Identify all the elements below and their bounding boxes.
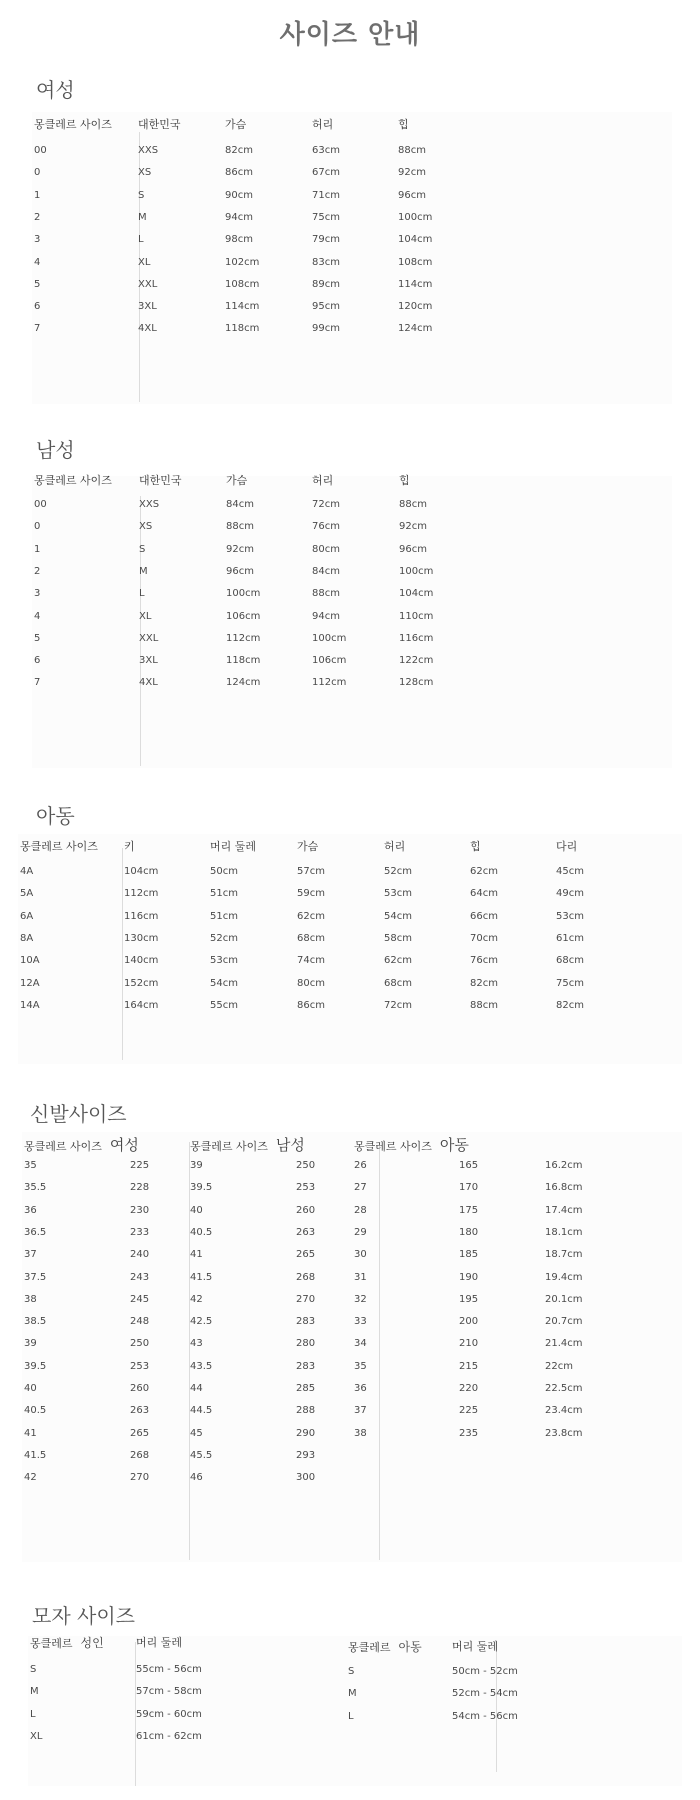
table-cell: 190 — [459, 1271, 479, 1283]
table-cell: 22cm — [545, 1360, 573, 1372]
table-cell: 49cm — [556, 888, 584, 900]
table-cell: XXS — [138, 145, 159, 156]
table-cell: 283 — [296, 1360, 316, 1372]
table-cell: 263 — [296, 1226, 316, 1238]
table-cell: 96cm — [399, 543, 427, 555]
table-cell: 5 — [34, 632, 41, 644]
table-cell: 14A — [20, 999, 40, 1011]
table-cell: 40.5 — [24, 1405, 47, 1417]
table-cell: 59cm - 60cm — [136, 1708, 202, 1720]
table-cell: 36 — [354, 1383, 367, 1394]
table-cell: 2 — [34, 565, 41, 577]
table-cell: 42 — [190, 1293, 203, 1305]
table-cell: 248 — [130, 1316, 150, 1328]
kids-size-table — [18, 834, 682, 1064]
table-cell: 0 — [34, 167, 41, 179]
table-cell: 18.1cm — [545, 1226, 583, 1238]
table-cell: 16.2cm — [545, 1160, 583, 1171]
shoe-size-table — [22, 1132, 682, 1562]
table-cell: 96cm — [398, 189, 426, 201]
table-cell: XL — [138, 256, 151, 268]
table-cell: 61cm — [556, 932, 584, 944]
table-cell: 23.8cm — [545, 1427, 583, 1439]
table-cell: 104cm — [398, 234, 433, 246]
table-cell: 106cm — [226, 610, 261, 622]
shoe-group-header: 몽클레르 사이즈 아동 — [354, 1136, 469, 1154]
table-cell: 164cm — [124, 999, 159, 1011]
table-cell: 52cm — [384, 866, 412, 877]
table-cell: 72cm — [312, 499, 340, 510]
table-cell: 250 — [130, 1338, 150, 1350]
table-cell: 265 — [296, 1249, 316, 1261]
table-cell: 1 — [34, 543, 41, 555]
hat-size-table — [28, 1636, 682, 1786]
table-cell: 98cm — [225, 234, 253, 246]
table-cell: 51cm — [210, 910, 238, 922]
table-cell: 27 — [354, 1182, 367, 1194]
column-header: 머리 둘레 — [136, 1636, 183, 1649]
table-cell: 3XL — [138, 301, 157, 313]
column-header: 머리 둘레 — [210, 840, 257, 853]
table-cell: XS — [138, 167, 152, 179]
column-header: 다리 — [556, 840, 578, 853]
table-cell: XS — [139, 521, 153, 533]
table-cell: 100cm — [226, 588, 261, 600]
table-cell: 37.5 — [24, 1271, 47, 1283]
table-cell: 94cm — [225, 211, 253, 223]
table-cell: 34 — [354, 1338, 367, 1350]
table-cell: 50cm - 52cm — [452, 1666, 518, 1677]
table-cell: 100cm — [312, 632, 347, 644]
table-cell: 30 — [354, 1249, 367, 1261]
table-cell: 12A — [20, 977, 40, 989]
table-cell: 5A — [20, 888, 34, 900]
table-cell: 83cm — [312, 256, 340, 268]
table-cell: 26 — [354, 1160, 367, 1171]
table-cell: 62cm — [470, 866, 498, 877]
table-cell: 130cm — [124, 932, 159, 944]
table-cell: 40 — [24, 1383, 37, 1394]
table-cell: 6A — [20, 910, 34, 922]
table-cell: 300 — [296, 1472, 316, 1484]
column-header: 머리 둘레 — [452, 1640, 499, 1653]
table-cell: 38 — [354, 1427, 367, 1439]
table-cell: 53cm — [210, 955, 238, 967]
table-cell: 89cm — [312, 278, 340, 290]
table-cell: L — [348, 1710, 354, 1722]
table-cell: 66cm — [470, 910, 498, 922]
table-cell: XXS — [139, 499, 160, 510]
table-cell: 43.5 — [190, 1360, 213, 1372]
column-divider — [496, 1642, 497, 1772]
table-cell: 260 — [296, 1204, 316, 1216]
column-divider — [122, 848, 123, 1060]
column-header: 힙 — [398, 118, 409, 131]
table-cell: S — [348, 1666, 355, 1677]
shoe-group-header: 몽클레르 사이즈 여성 — [24, 1136, 139, 1154]
table-cell: 280 — [296, 1338, 316, 1350]
table-cell: 84cm — [226, 499, 254, 510]
column-header: 허리 — [312, 118, 334, 131]
table-cell: 44.5 — [190, 1405, 213, 1417]
table-cell: 112cm — [226, 632, 261, 644]
table-cell: 90cm — [225, 189, 253, 201]
table-cell: 84cm — [312, 565, 340, 577]
column-header: 몽클레르 사이즈 — [20, 840, 98, 853]
table-cell: 76cm — [312, 521, 340, 533]
table-cell: 37 — [354, 1405, 367, 1417]
table-cell: 75cm — [312, 211, 340, 223]
table-cell: 54cm — [210, 977, 238, 989]
table-cell: 112cm — [124, 888, 159, 900]
column-header: 허리 — [384, 840, 406, 853]
table-cell: 35.5 — [24, 1182, 47, 1194]
table-cell: 58cm — [384, 932, 412, 944]
column-header: 가슴 — [226, 474, 248, 487]
women-size-table — [32, 112, 672, 404]
table-cell: 118cm — [225, 323, 260, 335]
table-cell: 62cm — [384, 955, 412, 967]
table-cell: 00 — [34, 499, 47, 510]
table-cell: 20.1cm — [545, 1293, 583, 1305]
table-cell: 17.4cm — [545, 1204, 583, 1216]
table-cell: 92cm — [226, 543, 254, 555]
table-cell: 245 — [130, 1293, 150, 1305]
table-cell: 42.5 — [190, 1316, 213, 1328]
table-cell: 283 — [296, 1316, 316, 1328]
table-cell: 63cm — [312, 145, 340, 156]
table-cell: 41.5 — [24, 1449, 47, 1461]
table-cell: 21.4cm — [545, 1338, 583, 1350]
column-divider — [379, 1142, 380, 1560]
table-cell: 6 — [34, 655, 41, 667]
women-section-title: 여성 — [36, 78, 75, 102]
table-cell: 18.7cm — [545, 1249, 583, 1261]
table-cell: 39.5 — [24, 1360, 47, 1372]
column-header: 키 — [124, 840, 135, 853]
table-cell: 53cm — [384, 888, 412, 900]
kids-section-title: 아동 — [36, 804, 75, 828]
table-cell: 57cm - 58cm — [136, 1686, 202, 1698]
shoe-group-label: 여성 — [109, 1136, 139, 1154]
table-cell: 185 — [459, 1249, 479, 1261]
table-cell: 39 — [190, 1160, 203, 1171]
table-cell: 165 — [459, 1160, 479, 1171]
table-cell: 260 — [130, 1383, 150, 1394]
shoes-section-title: 신발사이즈 — [30, 1102, 127, 1126]
table-cell: 42 — [24, 1472, 37, 1484]
table-cell: 228 — [130, 1182, 150, 1194]
table-cell: 100cm — [398, 211, 433, 223]
table-cell: XXL — [138, 278, 158, 290]
hats-section-title: 모자 사이즈 — [32, 1604, 135, 1628]
table-cell: 240 — [130, 1249, 150, 1261]
shoe-group-label: 아동 — [439, 1136, 469, 1154]
table-cell: XXL — [139, 632, 159, 644]
table-cell: 44 — [190, 1383, 203, 1394]
table-cell: 4 — [34, 256, 41, 268]
shoe-group-header: 몽클레르 사이즈 남성 — [190, 1136, 305, 1154]
table-cell: 41 — [24, 1427, 37, 1439]
column-header: 힙 — [399, 474, 410, 487]
table-cell: 51cm — [210, 888, 238, 900]
table-cell: 102cm — [225, 256, 260, 268]
table-cell: M — [348, 1688, 357, 1700]
table-cell: 293 — [296, 1449, 316, 1461]
table-cell: 62cm — [297, 910, 325, 922]
table-cell: 71cm — [312, 189, 340, 201]
column-header: 가슴 — [297, 840, 319, 853]
column-header: 대한민국 — [139, 474, 182, 487]
table-cell: 116cm — [399, 632, 434, 644]
table-cell: 35 — [354, 1360, 367, 1372]
table-cell: 120cm — [398, 301, 433, 313]
table-cell: 00 — [34, 145, 47, 156]
table-cell: XL — [30, 1730, 43, 1742]
column-header: 몽클레르 사이즈 — [34, 118, 112, 131]
table-cell: 36.5 — [24, 1226, 47, 1238]
table-cell: 38.5 — [24, 1316, 47, 1328]
table-cell: L — [30, 1708, 36, 1720]
table-cell: 39 — [24, 1338, 37, 1350]
table-cell: 1 — [34, 189, 41, 201]
table-cell: 23.4cm — [545, 1405, 583, 1417]
table-cell: 5 — [34, 278, 41, 290]
table-cell: 175 — [459, 1204, 479, 1216]
table-cell: 28 — [354, 1204, 367, 1216]
table-cell: 7 — [34, 677, 41, 689]
table-cell: 39.5 — [190, 1182, 213, 1194]
table-cell: 215 — [459, 1360, 479, 1372]
table-cell: 45cm — [556, 866, 584, 877]
table-cell: 250 — [296, 1160, 316, 1171]
table-cell: 288 — [296, 1405, 316, 1417]
column-header: 대한민국 — [138, 118, 181, 131]
table-cell: L — [139, 588, 145, 600]
table-cell: 74cm — [297, 955, 325, 967]
table-cell: 45.5 — [190, 1449, 213, 1461]
table-cell: 82cm — [470, 977, 498, 989]
table-cell: 108cm — [398, 256, 433, 268]
table-cell: 33 — [354, 1316, 367, 1328]
table-cell: 225 — [130, 1160, 150, 1171]
table-cell: 57cm — [297, 866, 325, 877]
table-cell: 235 — [459, 1427, 479, 1439]
table-cell: 285 — [296, 1383, 316, 1394]
table-cell: 67cm — [312, 167, 340, 179]
table-cell: 20.7cm — [545, 1316, 583, 1328]
table-cell: 4XL — [138, 323, 157, 335]
table-cell: 92cm — [398, 167, 426, 179]
table-cell: 124cm — [398, 323, 433, 335]
column-header: 가슴 — [225, 118, 247, 131]
table-cell: 10A — [20, 955, 40, 967]
table-cell: 170 — [459, 1182, 479, 1194]
table-cell: 41 — [190, 1249, 203, 1261]
table-cell: 104cm — [124, 866, 159, 877]
table-cell: 68cm — [556, 955, 584, 967]
table-cell: 55cm - 56cm — [136, 1664, 202, 1675]
table-cell: 94cm — [312, 610, 340, 622]
table-cell: 290 — [296, 1427, 316, 1439]
hat-group-label: 아동 — [398, 1640, 422, 1654]
table-cell: 195 — [459, 1293, 479, 1305]
shoe-group-label: 남성 — [275, 1136, 305, 1154]
table-cell: 210 — [459, 1338, 479, 1350]
men-size-table — [32, 476, 672, 768]
table-cell: 110cm — [399, 610, 434, 622]
table-cell: 35 — [24, 1160, 37, 1171]
table-cell: M — [139, 565, 148, 577]
hat-group-label: 성인 — [80, 1636, 104, 1650]
table-cell: 80cm — [312, 543, 340, 555]
table-cell: 253 — [130, 1360, 150, 1372]
table-cell: 55cm — [210, 999, 238, 1011]
table-cell: 270 — [130, 1472, 150, 1484]
table-cell: 270 — [296, 1293, 316, 1305]
table-cell: 52cm — [210, 932, 238, 944]
table-cell: 19.4cm — [545, 1271, 583, 1283]
table-cell: 124cm — [226, 677, 261, 689]
table-cell: 40.5 — [190, 1226, 213, 1238]
table-cell: 0 — [34, 521, 41, 533]
table-cell: 152cm — [124, 977, 159, 989]
table-cell: L — [138, 234, 144, 246]
table-cell: 50cm — [210, 866, 238, 877]
table-cell: 122cm — [399, 655, 434, 667]
table-cell: 96cm — [226, 565, 254, 577]
table-cell: M — [30, 1686, 39, 1698]
table-cell: 82cm — [225, 145, 253, 156]
table-cell: 75cm — [556, 977, 584, 989]
hat-group-header: 몽클레르 아동 — [348, 1640, 422, 1654]
table-cell: 32 — [354, 1293, 367, 1305]
table-cell: 76cm — [470, 955, 498, 967]
table-cell: 253 — [296, 1182, 316, 1194]
table-cell: 29 — [354, 1226, 367, 1238]
table-cell: 36 — [24, 1204, 37, 1216]
table-cell: 4A — [20, 866, 34, 877]
table-cell: S — [139, 543, 146, 555]
table-cell: 114cm — [225, 301, 260, 313]
table-cell: 104cm — [399, 588, 434, 600]
table-cell: 86cm — [297, 999, 325, 1011]
table-cell: 3 — [34, 588, 41, 600]
table-cell: 112cm — [312, 677, 347, 689]
table-cell: 265 — [130, 1427, 150, 1439]
table-cell: 40 — [190, 1204, 203, 1216]
table-cell: 80cm — [297, 977, 325, 989]
column-header: 힙 — [470, 840, 481, 853]
table-cell: 46 — [190, 1472, 203, 1484]
table-cell: 100cm — [399, 565, 434, 577]
table-cell: 3XL — [139, 655, 158, 667]
table-cell: 52cm - 54cm — [452, 1688, 518, 1700]
table-cell: 79cm — [312, 234, 340, 246]
table-cell: 38 — [24, 1293, 37, 1305]
table-cell: 99cm — [312, 323, 340, 335]
table-cell: XL — [139, 610, 152, 622]
table-cell: 116cm — [124, 910, 159, 922]
table-cell: 3 — [34, 234, 41, 246]
hat-group-header: 몽클레르 성인 — [30, 1636, 104, 1650]
table-cell: 37 — [24, 1249, 37, 1261]
table-cell: 200 — [459, 1316, 479, 1328]
table-cell: 72cm — [384, 999, 412, 1011]
table-cell: 7 — [34, 323, 41, 335]
table-cell: 54cm - 56cm — [452, 1710, 518, 1722]
table-cell: 220 — [459, 1383, 479, 1394]
table-cell: 88cm — [399, 499, 427, 510]
table-cell: 106cm — [312, 655, 347, 667]
page-title: 사이즈 안내 — [279, 20, 421, 50]
table-cell: 92cm — [399, 521, 427, 533]
table-cell: 86cm — [225, 167, 253, 179]
table-cell: 95cm — [312, 301, 340, 313]
table-cell: 68cm — [384, 977, 412, 989]
column-divider — [140, 496, 141, 766]
table-cell: 45 — [190, 1427, 203, 1439]
table-cell: 22.5cm — [545, 1383, 583, 1394]
table-cell: 118cm — [226, 655, 261, 667]
table-cell: 43 — [190, 1338, 203, 1350]
table-cell: S — [138, 189, 145, 201]
table-cell: 59cm — [297, 888, 325, 900]
table-cell: S — [30, 1664, 37, 1675]
table-cell: 82cm — [556, 999, 584, 1011]
table-cell: 4XL — [139, 677, 158, 689]
men-section-title: 남성 — [36, 438, 75, 462]
table-cell: 108cm — [225, 278, 260, 290]
table-cell: 128cm — [399, 677, 434, 689]
table-cell: 268 — [130, 1449, 150, 1461]
table-cell: 6 — [34, 301, 41, 313]
table-cell: 225 — [459, 1405, 479, 1417]
table-cell: 54cm — [384, 910, 412, 922]
table-cell: 114cm — [398, 278, 433, 290]
column-header: 허리 — [312, 474, 334, 487]
table-cell: 88cm — [312, 588, 340, 600]
table-cell: 88cm — [226, 521, 254, 533]
table-cell: 64cm — [470, 888, 498, 900]
table-cell: 180 — [459, 1226, 479, 1238]
table-cell: 268 — [296, 1271, 316, 1283]
table-cell: M — [138, 211, 147, 223]
table-cell: 88cm — [470, 999, 498, 1011]
table-cell: 230 — [130, 1204, 150, 1216]
table-cell: 88cm — [398, 145, 426, 156]
table-cell: 243 — [130, 1271, 150, 1283]
table-cell: 263 — [130, 1405, 150, 1417]
table-cell: 2 — [34, 211, 41, 223]
table-cell: 61cm - 62cm — [136, 1730, 202, 1742]
table-cell: 8A — [20, 932, 34, 944]
table-cell: 4 — [34, 610, 41, 622]
column-header: 몽클레르 사이즈 — [34, 474, 112, 487]
table-cell: 68cm — [297, 932, 325, 944]
table-cell: 41.5 — [190, 1271, 213, 1283]
table-cell: 53cm — [556, 910, 584, 922]
table-cell: 16.8cm — [545, 1182, 583, 1194]
table-cell: 140cm — [124, 955, 159, 967]
table-cell: 31 — [354, 1271, 367, 1283]
table-cell: 70cm — [470, 932, 498, 944]
table-cell: 233 — [130, 1226, 150, 1238]
